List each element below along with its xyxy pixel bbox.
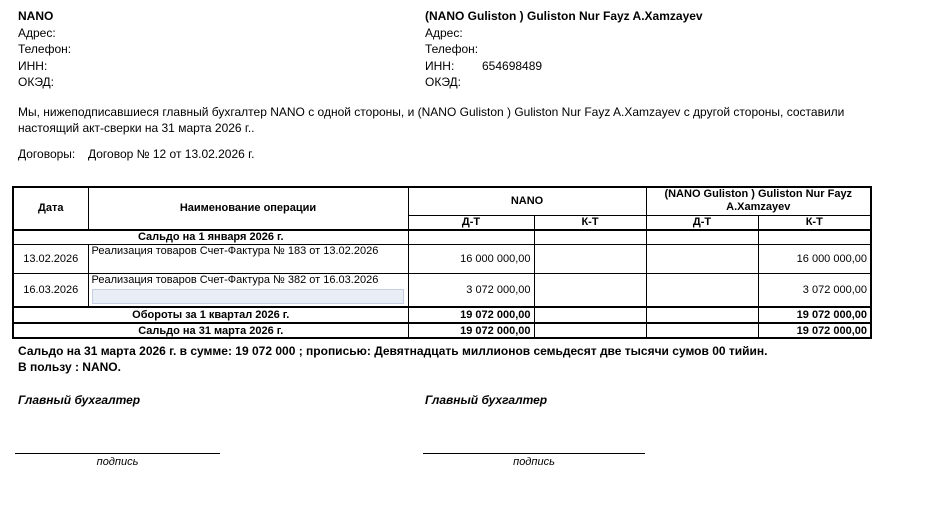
closing-g2-debit	[646, 323, 758, 338]
row2-g1-credit	[534, 273, 646, 307]
party-block-left	[18, 8, 75, 91]
party-right-phone-label: Телефон:	[425, 42, 479, 56]
row1-g1-debit: 16 000 000,00	[408, 244, 534, 273]
party-left-inn-label: ИНН:	[18, 58, 48, 73]
turnover-row	[13, 307, 871, 323]
header-g1-credit: К-Т	[534, 215, 646, 230]
table-row	[13, 244, 871, 273]
summary-total-line: Сальдо на 31 марта 2026 г. в сумме: 19 072 000 ; прописью: Девятнадцать миллионов семьдесят две тысячи сумов 00 тийин.	[18, 344, 768, 358]
turnover-g2-debit	[646, 307, 758, 323]
signature-line-right	[423, 453, 645, 468]
turnover-g1-debit: 19 072 000,00	[408, 307, 534, 323]
header-operation: Наименование операции	[88, 187, 408, 230]
row1-g2-debit	[646, 244, 758, 273]
opening-balance-label: Сальдо на 1 января 2026 г.	[13, 230, 408, 244]
row1-date: 13.02.2026	[13, 244, 88, 273]
party-right-oked-label: ОКЭД:	[425, 75, 462, 89]
party-left-inn-line	[18, 58, 75, 75]
contracts-label: Договоры:	[18, 147, 76, 161]
opening-g2-debit	[646, 230, 758, 244]
row2-g2-credit: 3 072 000,00	[758, 273, 871, 307]
closing-balance-label: Сальдо на 31 марта 2026 г.	[13, 323, 408, 338]
signature-line-left	[15, 453, 220, 468]
contracts-line	[18, 147, 254, 161]
selected-cell-highlight[interactable]	[92, 289, 404, 304]
opening-g2-credit	[758, 230, 871, 244]
party-right-inn-label: ИНН:	[425, 58, 455, 73]
table-row	[13, 273, 871, 307]
opening-g1-debit	[408, 230, 534, 244]
opening-g1-credit	[534, 230, 646, 244]
opening-balance-row	[13, 230, 871, 244]
header-date: Дата	[13, 187, 88, 230]
turnover-g2-credit: 19 072 000,00	[758, 307, 871, 323]
turnover-g1-credit	[534, 307, 646, 323]
preamble-text: Мы, нижеподписавшиеся главный бухгалтер NANO с одной стороны, и (NANO Guliston ) Guliston Nur Fayz A.Xamzayev с другой стороны, составили настоящий акт-сверки на 31 марта 2026 г..	[18, 105, 845, 135]
header-group2: (NANO Guliston ) Guliston Nur Fayz A.Xamzayev	[646, 187, 871, 215]
row2-g1-debit: 3 072 000,00	[408, 273, 534, 307]
row2-g2-debit	[646, 273, 758, 307]
party-left-address-label: Адрес:	[18, 25, 56, 40]
party-right-name: (NANO Guliston ) Guliston Nur Fayz A.Xamzayev	[425, 9, 703, 23]
party-left-name: NANO	[18, 9, 54, 23]
turnover-label: Обороты за 1 квартал 2026 г.	[13, 307, 408, 323]
party-right-address-label: Адрес:	[425, 25, 463, 40]
closing-g1-credit	[534, 323, 646, 338]
closing-balance-row	[13, 323, 871, 338]
row2-operation: Реализация товаров Счет-Фактура № 382 от 16.03.2026	[91, 273, 379, 286]
row1-g2-credit: 16 000 000,00	[758, 244, 871, 273]
table-header-groups	[13, 187, 871, 215]
summary-block	[18, 343, 767, 375]
row1-g1-credit	[534, 244, 646, 273]
contracts-value: Договор № 12 от 13.02.2026 г.	[88, 147, 255, 161]
closing-g2-credit: 19 072 000,00	[758, 323, 871, 338]
header-g2-credit: К-Т	[758, 215, 871, 230]
party-left-phone-label: Телефон:	[18, 42, 72, 56]
signature-caption-right: подпись	[513, 456, 555, 468]
signature-caption-left: подпись	[96, 456, 139, 468]
row2-date: 16.03.2026	[13, 273, 88, 307]
reconciliation-table	[12, 186, 872, 339]
party-right-inn-line	[425, 58, 703, 75]
row2-operation-cell	[88, 273, 408, 307]
header-group1: NANO	[408, 187, 646, 215]
header-g2-debit: Д-Т	[646, 215, 758, 230]
party-block-right	[425, 8, 703, 91]
header-g1-debit: Д-Т	[408, 215, 534, 230]
summary-favor-line: В пользу : NANO.	[18, 360, 121, 374]
party-left-oked-label: ОКЭД:	[18, 75, 55, 89]
chief-accountant-title-left: Главный бухгалтер	[18, 393, 141, 407]
party-right-inn-value: 654698489	[482, 58, 543, 73]
chief-accountant-title-right: Главный бухгалтер	[425, 393, 548, 407]
row1-operation: Реализация товаров Счет-Фактура № 183 от 13.02.2026	[88, 244, 408, 273]
closing-g1-debit: 19 072 000,00	[408, 323, 534, 338]
